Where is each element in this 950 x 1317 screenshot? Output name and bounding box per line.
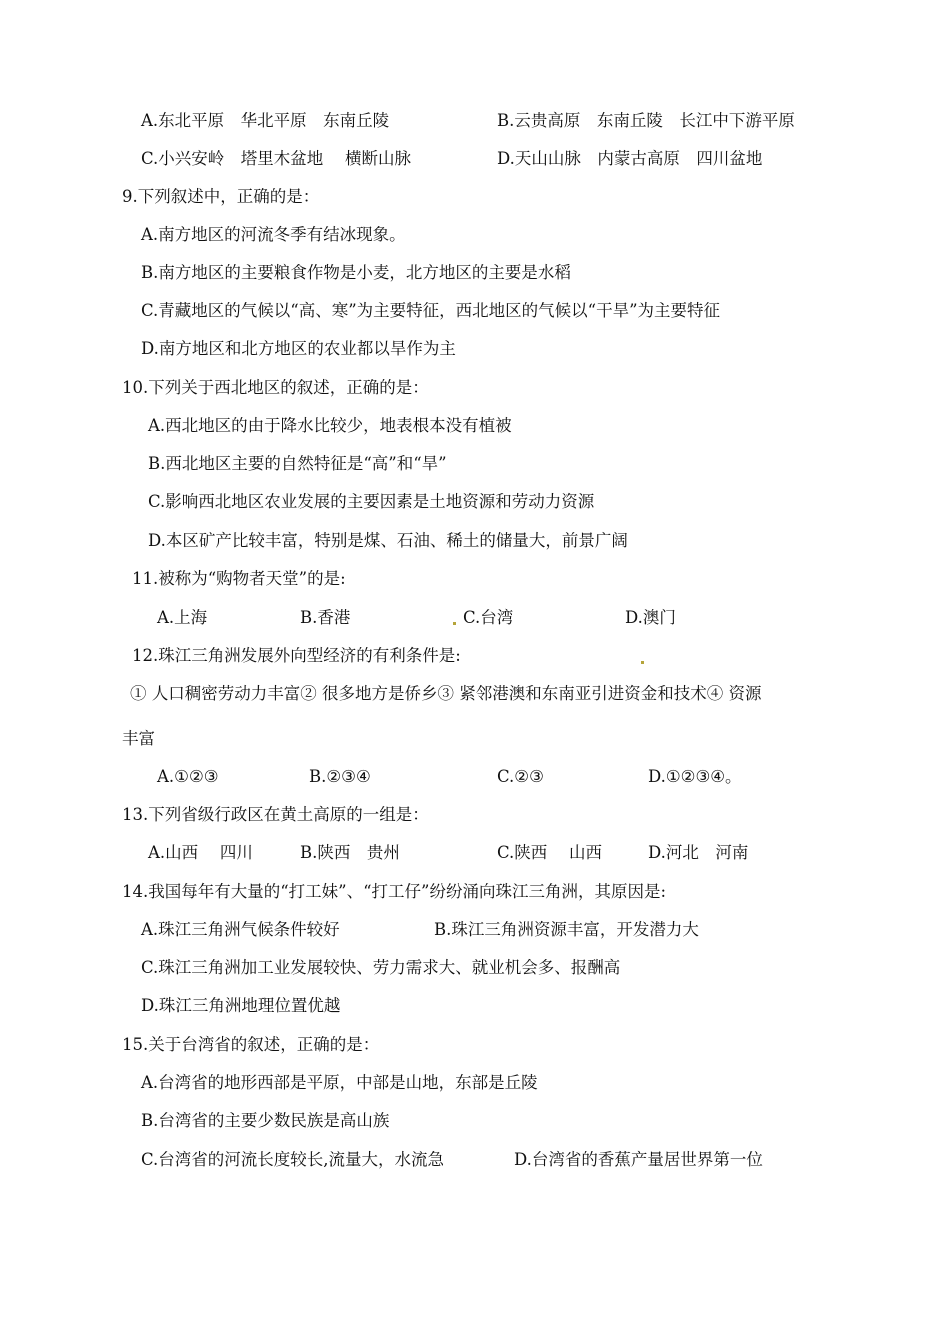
q8-option-a: A.东北平原 华北平原 东南丘陵 [141, 111, 390, 130]
q8-option-c: C.小兴安岭 塔里木盆地 横断山脉 [141, 149, 412, 168]
q11-option-d: D.澳门 [625, 608, 676, 627]
q12-conditions-continued: 丰富 [122, 729, 155, 748]
q9-stem: 9.下列叙述中，正确的是： [122, 187, 320, 206]
q12-option-c: C.②③ [497, 767, 544, 786]
q10-option-a: A.西北地区的由于降水比较少，地表根本没有植被 [148, 416, 512, 435]
q14-option-c: C.珠江三角洲加工业发展较快、劳力需求大、就业机会多、报酬高 [141, 958, 621, 977]
ink-speck [453, 622, 456, 625]
q9-option-b: B.南方地区的主要粮食作物是小麦，北方地区的主要是水稻 [141, 263, 571, 282]
q13-option-d: D.河北 河南 [648, 843, 749, 862]
q15-option-d: D.台湾省的香蕉产量居世界第一位 [514, 1150, 763, 1169]
q14-stem: 14.我国每年有大量的“打工妹”、“打工仔”纷纷涌向珠江三角洲，其原因是: [122, 882, 667, 901]
q13-option-c: C.陕西 山西 [497, 843, 603, 862]
q14-option-d: D.珠江三角洲地理位置优越 [141, 996, 341, 1015]
q10-option-c: C.影响西北地区农业发展的主要因素是土地资源和劳动力资源 [148, 492, 595, 511]
q15-option-c: C.台湾省的河流长度较长,流量大，水流急 [141, 1150, 445, 1169]
q9-option-d: D.南方地区和北方地区的农业都以旱作为主 [141, 339, 456, 358]
q13-option-b: B.陕西 贵州 [300, 843, 400, 862]
q10-option-b: B.西北地区主要的自然特征是“高”和“旱” [148, 454, 447, 473]
q9-option-a: A.南方地区的河流冬季有结冰现象。 [141, 225, 406, 244]
q14-option-b: B.珠江三角洲资源丰富，开发潜力大 [434, 920, 699, 939]
q12-option-a: A.①②③ [157, 767, 219, 786]
q11-option-c: C.台湾 [463, 608, 514, 627]
q13-option-a: A.山西 四川 [148, 843, 253, 862]
ink-speck [641, 661, 644, 664]
q15-stem: 15.关于台湾省的叙述，正确的是： [122, 1035, 380, 1054]
q8-option-d: D.天山山脉 内蒙古高原 四川盆地 [497, 149, 763, 168]
q8-option-b: B.云贵高原 东南丘陵 长江中下游平原 [497, 111, 795, 130]
q12-conditions: ① 人口稠密劳动力丰富② 很多地方是侨乡③ 紧邻港澳和东南亚引进资金和技术④ 资源 [130, 684, 762, 703]
q13-stem: 13.下列省级行政区在黄土高原的一组是： [122, 805, 429, 824]
q11-option-b: B.香港 [300, 608, 351, 627]
q15-option-b: B.台湾省的主要少数民族是高山族 [141, 1111, 390, 1130]
q11-stem: 11.被称为“购物者天堂”的是: [132, 569, 346, 588]
q15-option-a: A.台湾省的地形西部是平原，中部是山地，东部是丘陵 [141, 1073, 538, 1092]
q14-option-a: A.珠江三角洲气候条件较好 [141, 920, 340, 939]
q12-option-b: B.②③④ [309, 767, 371, 786]
q12-option-d: D.①②③④。 [648, 767, 742, 786]
q10-option-d: D.本区矿产比较丰富，特别是煤、石油、稀土的储量大，前景广阔 [148, 531, 628, 550]
q10-stem: 10.下列关于西北地区的叙述，正确的是： [122, 378, 429, 397]
q9-option-c: C.青藏地区的气候以“高、寒”为主要特征，西北地区的气候以“干旱”为主要特征 [141, 301, 721, 320]
q11-option-a: A.上海 [157, 608, 208, 627]
q12-stem: 12.珠江三角洲发展外向型经济的有利条件是: [132, 646, 461, 665]
